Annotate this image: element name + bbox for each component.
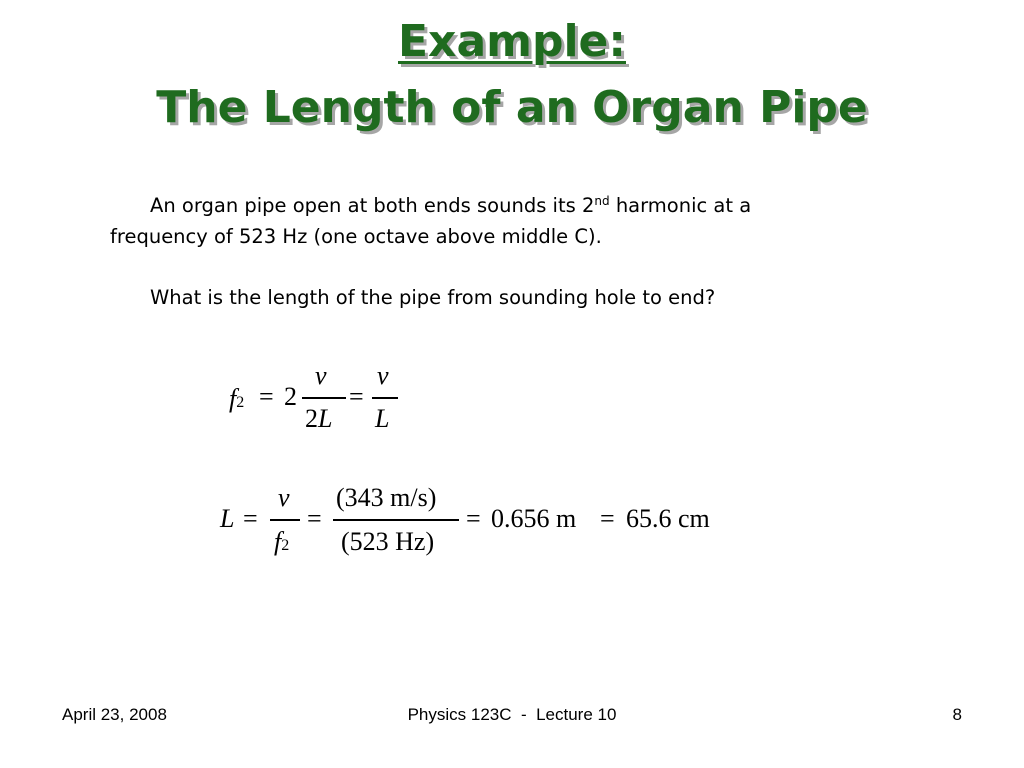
eq2-frac2-numerator: (343 m/s) <box>336 483 437 512</box>
eq2-frac1-den-var: f <box>274 527 282 556</box>
footer-date: April 23, 2008 <box>62 705 167 724</box>
problem-paragraph-line2: frequency of 523 Hz (one octave above middle C). <box>110 225 602 248</box>
eq2-frac1-denominator <box>274 527 289 557</box>
eq1-equals-2: = <box>349 382 364 411</box>
eq2-equals-4: = <box>600 504 615 533</box>
eq1-frac1-numerator: v <box>315 361 327 390</box>
eq1-coefficient: 2 <box>284 382 297 411</box>
eq2-result-meters: 0.656 m <box>491 504 577 533</box>
eq1-frac1-den-coef: 2 <box>305 404 318 433</box>
eq2-equals-3: = <box>466 504 481 533</box>
eq2-frac1-line <box>270 519 300 521</box>
eq2-frac1-numerator: v <box>278 483 290 512</box>
problem-text-part1: An organ pipe open at both ends sounds its 2 <box>150 194 595 217</box>
eq2-result-centimeters: 65.6 cm <box>626 504 710 533</box>
eq1-frac2-numerator: v <box>377 361 389 390</box>
eq1-lhs-sub: 2 <box>236 394 245 411</box>
eq1-frac1-den-var: L <box>318 404 333 433</box>
footer-course: Physics 123C - Lecture 10 <box>407 705 617 724</box>
eq1-frac2-denominator: L <box>375 404 390 433</box>
eq2-equals-2: = <box>307 504 322 533</box>
slide-title-line2: The Length of an Organ Pipe <box>156 82 868 133</box>
eq1-equals-1: = <box>259 382 274 411</box>
eq2-lhs: L <box>220 504 235 533</box>
footer-page-number: 8 <box>952 705 962 724</box>
eq2-frac2-denominator: (523 Hz) <box>341 527 435 556</box>
slide-title-line1: Example: <box>398 16 626 67</box>
eq2-frac2-line <box>333 519 459 521</box>
problem-text-part2: harmonic at a <box>609 194 752 217</box>
eq2-equals-1: = <box>243 504 258 533</box>
question-paragraph: What is the length of the pipe from sounding hole to end? <box>150 286 716 309</box>
problem-text-superscript: nd <box>594 194 610 208</box>
eq1-lhs-var: f <box>229 384 237 413</box>
eq2-frac1-den-sub: 2 <box>281 537 290 554</box>
